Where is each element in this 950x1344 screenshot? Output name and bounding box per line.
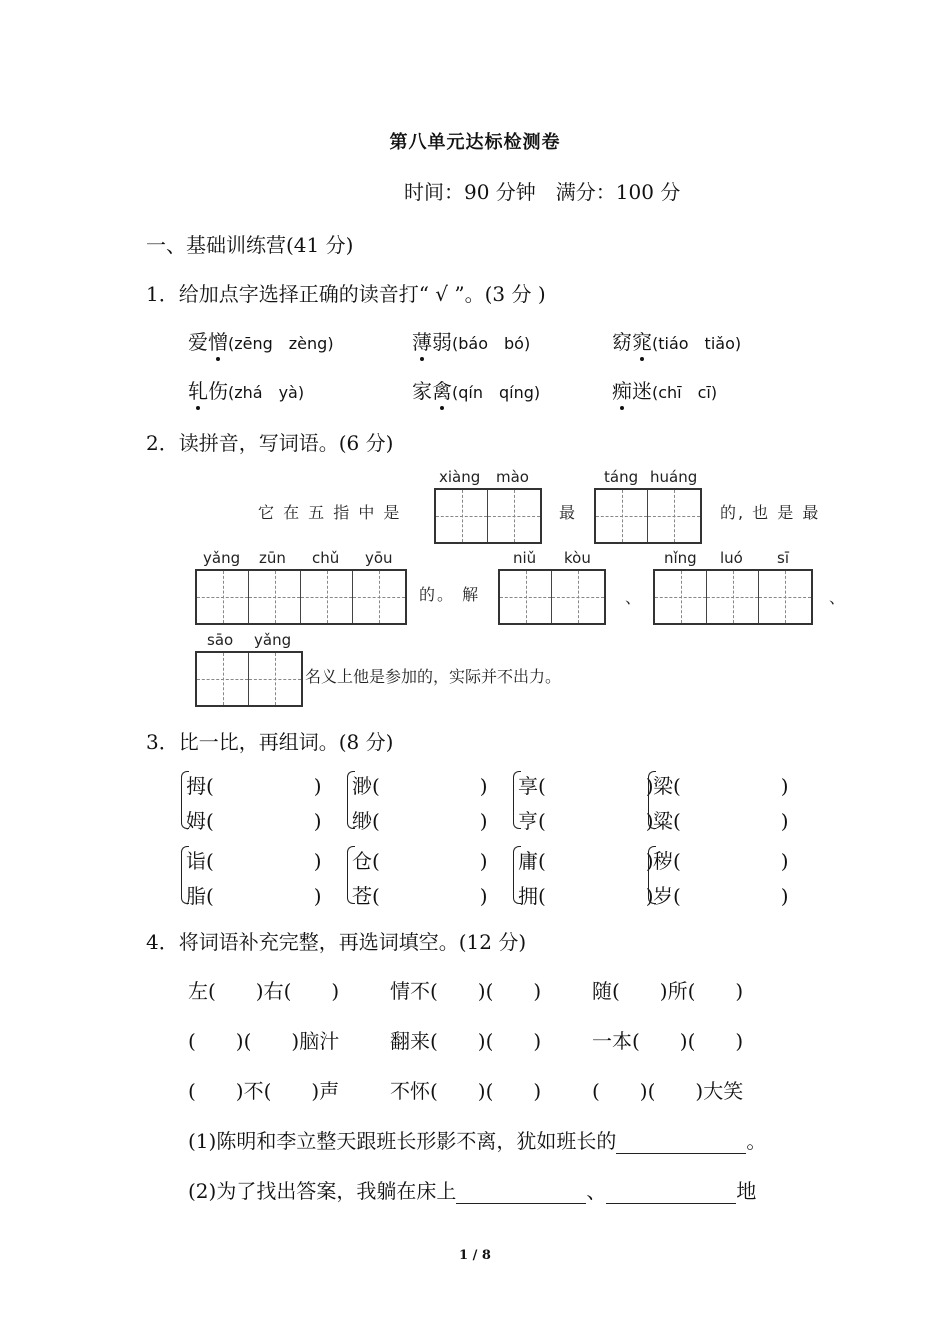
grid-cell[interactable] [436,490,488,542]
q3-char: 拇 [186,774,206,798]
q3-char-pair [653,805,789,834]
q2-pinyin: chǔ [312,549,340,567]
q3-char: 脂 [186,884,206,908]
q3-answer-blank[interactable]: ( ) [673,849,789,873]
q3-char-pair [186,880,322,909]
q3-char-pair [186,805,322,834]
q4-idiom[interactable]: 情不( )( ) [390,979,542,1003]
q2-text-2: 最 [559,503,576,522]
q3-answer-blank[interactable]: ( ) [673,884,789,908]
grid-cell[interactable] [197,653,249,705]
q4-idiom[interactable]: 左( )右( ) [188,979,340,1003]
q2-pinyin: huáng [650,468,698,486]
q3-char: 享 [518,774,538,798]
q1-dotted-char: 轧 [188,379,208,403]
answer-blank[interactable] [616,1129,746,1154]
grid-cell[interactable] [648,490,700,542]
q3-char-pair [518,805,654,834]
q3-char: 粱 [653,809,673,833]
q2-writing-grid-2[interactable] [594,488,702,544]
q1-dotted-char: 禽 [432,379,452,403]
q3-char: 岁 [653,884,673,908]
q1-item-text: 爱 [188,330,208,354]
q4-idiom[interactable]: 一本( )( ) [592,1029,744,1053]
q1-pinyin-choice[interactable]: (qín qíng) [452,383,541,402]
q1-item-text: 窈 [612,330,632,354]
q3-char: 庸 [518,849,538,873]
grid-cell[interactable] [301,571,353,623]
grid-cell[interactable] [249,653,301,705]
q3-char-pair [518,845,654,874]
q1-item-1 [188,326,334,355]
q1-item-text: 迷 [632,379,652,403]
answer-blank[interactable] [606,1179,736,1204]
q3-answer-blank[interactable]: ( ) [372,849,488,873]
question-1-prompt: 1．给加点字选择正确的读音打“ √ ”。(3 分 ) [146,282,546,306]
q2-text-4: 的。 解 [419,585,481,604]
q1-pinyin-choice[interactable]: (tiáo tiǎo) [652,334,742,353]
q2-pinyin: sī [777,549,789,567]
q3-char: 苍 [352,884,372,908]
grid-cell[interactable] [197,571,249,623]
q3-char-pair [186,770,322,799]
q1-item-5 [412,375,540,404]
q3-char-pair [352,805,488,834]
q4-sentence-text: 地 [736,1179,757,1203]
page-title: 第八单元达标检测卷 [389,132,561,153]
page-number: 1 / 8 [459,1248,491,1263]
q3-answer-blank[interactable]: ( ) [673,809,789,833]
q1-item-text: 弱 [432,330,452,354]
q2-pinyin: niǔ [513,549,537,567]
q1-dotted-char: 薄 [412,330,432,354]
grid-cell[interactable] [596,490,648,542]
q1-item-2 [412,326,530,355]
q1-item-text: 伤 [208,379,228,403]
section-heading: 一、基础训练营(41 分) [146,233,354,257]
grid-cell[interactable] [500,571,552,623]
question-4-prompt: 4．将词语补充完整，再选词填空。(12 分) [146,930,527,954]
q3-char-pair [518,880,654,909]
q2-writing-grid-5[interactable] [653,569,813,625]
q3-answer-blank[interactable]: ( ) [206,884,322,908]
q1-dotted-char: 憎 [208,330,228,354]
q2-pinyin: xiàng [439,468,481,486]
q3-char: 拥 [518,884,538,908]
q1-pinyin-choice[interactable]: (zhá yà) [228,383,305,402]
q3-answer-blank[interactable]: ( ) [372,884,488,908]
q3-char-pair [352,880,488,909]
q2-pinyin: kòu [564,549,591,567]
q1-pinyin-choice[interactable]: (báo bó) [452,334,531,353]
q3-char-pair [653,880,789,909]
grid-cell[interactable] [759,571,811,623]
q4-sentence-text: 、 [586,1179,607,1203]
q2-writing-grid-1[interactable] [434,488,542,544]
q4-idiom[interactable]: 随( )所( ) [592,979,744,1003]
grid-cell[interactable] [552,571,604,623]
q2-writing-grid-4[interactable] [498,569,606,625]
q3-char: 梁 [653,774,673,798]
q3-answer-blank[interactable]: ( ) [538,809,654,833]
q3-char: 亨 [518,809,538,833]
grid-cell[interactable] [353,571,405,623]
q2-pinyin: mào [496,468,529,486]
question-2-prompt: 2．读拼音，写词语。(6 分) [146,431,394,455]
q1-pinyin-choice[interactable]: (zēng zèng) [228,334,334,353]
q3-char-pair [352,770,488,799]
q1-item-6 [612,375,717,404]
q3-char-pair [352,845,488,874]
q1-pinyin-choice[interactable]: (chī cī) [652,383,718,402]
q2-text-3: 的, 也 是 最 [720,503,821,522]
q2-pinyin: zūn [259,549,286,567]
q3-answer-blank[interactable]: ( ) [538,774,654,798]
exam-meta: 时间：90 分钟 满分：100 分 [404,180,681,204]
q3-answer-blank[interactable]: ( ) [673,774,789,798]
q3-char-pair [653,845,789,874]
q4-sentence-text: (2)为了找出答案，我躺在床上 [188,1179,457,1203]
q3-answer-blank[interactable]: ( ) [206,774,322,798]
q2-pinyin: táng [604,468,639,486]
q1-dotted-char: 痴 [612,379,632,403]
q3-char-pair [186,845,322,874]
q2-text-7: 名义上他是参加的，实际并不出力。 [305,667,562,686]
q1-item-text: 家 [412,379,432,403]
q2-writing-grid-6[interactable] [195,651,303,707]
q4-idiom[interactable]: 翻来( )( ) [390,1029,542,1053]
q3-char: 秽 [653,849,673,873]
q2-pinyin: sāo [207,631,234,649]
grid-cell[interactable] [707,571,759,623]
q3-answer-blank[interactable]: ( ) [538,884,654,908]
q3-answer-blank[interactable]: ( ) [538,849,654,873]
q3-answer-blank[interactable]: ( ) [372,774,488,798]
q3-char: 仓 [352,849,372,873]
q3-answer-blank[interactable]: ( ) [206,849,322,873]
answer-blank[interactable] [456,1179,586,1204]
q2-text-5: 、 [625,588,642,607]
q3-char: 渺 [352,774,372,798]
q3-char: 诣 [186,849,206,873]
q1-item-3 [612,326,741,355]
q4-idiom[interactable]: ( )不( )声 [188,1079,340,1103]
q1-item-4 [188,375,304,404]
q4-sentence-1 [188,1125,766,1154]
q3-answer-blank[interactable]: ( ) [206,809,322,833]
q3-answer-blank[interactable]: ( ) [372,809,488,833]
q4-idiom[interactable]: ( )( )大笑 [592,1079,744,1103]
q3-char: 姆 [186,809,206,833]
q4-idiom[interactable]: 不怀( )( ) [390,1079,542,1103]
q3-char-pair [653,770,789,799]
q2-pinyin: luó [720,549,743,567]
q2-writing-grid-3[interactable] [195,569,407,625]
q3-char-pair [518,770,654,799]
q4-sentence-text: 。 [746,1129,767,1153]
q2-text-6: 、 [829,588,846,607]
grid-cell[interactable] [249,571,301,623]
q2-text-1: 它 在 五 指 中 是 [258,503,402,522]
q4-sentence-2 [188,1175,756,1204]
q4-idiom[interactable]: ( )( )脑汁 [188,1029,340,1053]
q2-pinyin: yǎng [203,549,241,567]
grid-cell[interactable] [655,571,707,623]
q1-dotted-char: 窕 [632,330,652,354]
q4-sentence-text: (1)陈明和李立整天跟班长形影不离，犹如班长的 [188,1129,617,1153]
question-3-prompt: 3．比一比，再组词。(8 分) [146,730,394,754]
q2-pinyin: nǐng [664,549,697,567]
q2-pinyin: yōu [365,549,393,567]
grid-cell[interactable] [488,490,540,542]
q3-char: 缈 [352,809,372,833]
q2-pinyin: yǎng [254,631,292,649]
